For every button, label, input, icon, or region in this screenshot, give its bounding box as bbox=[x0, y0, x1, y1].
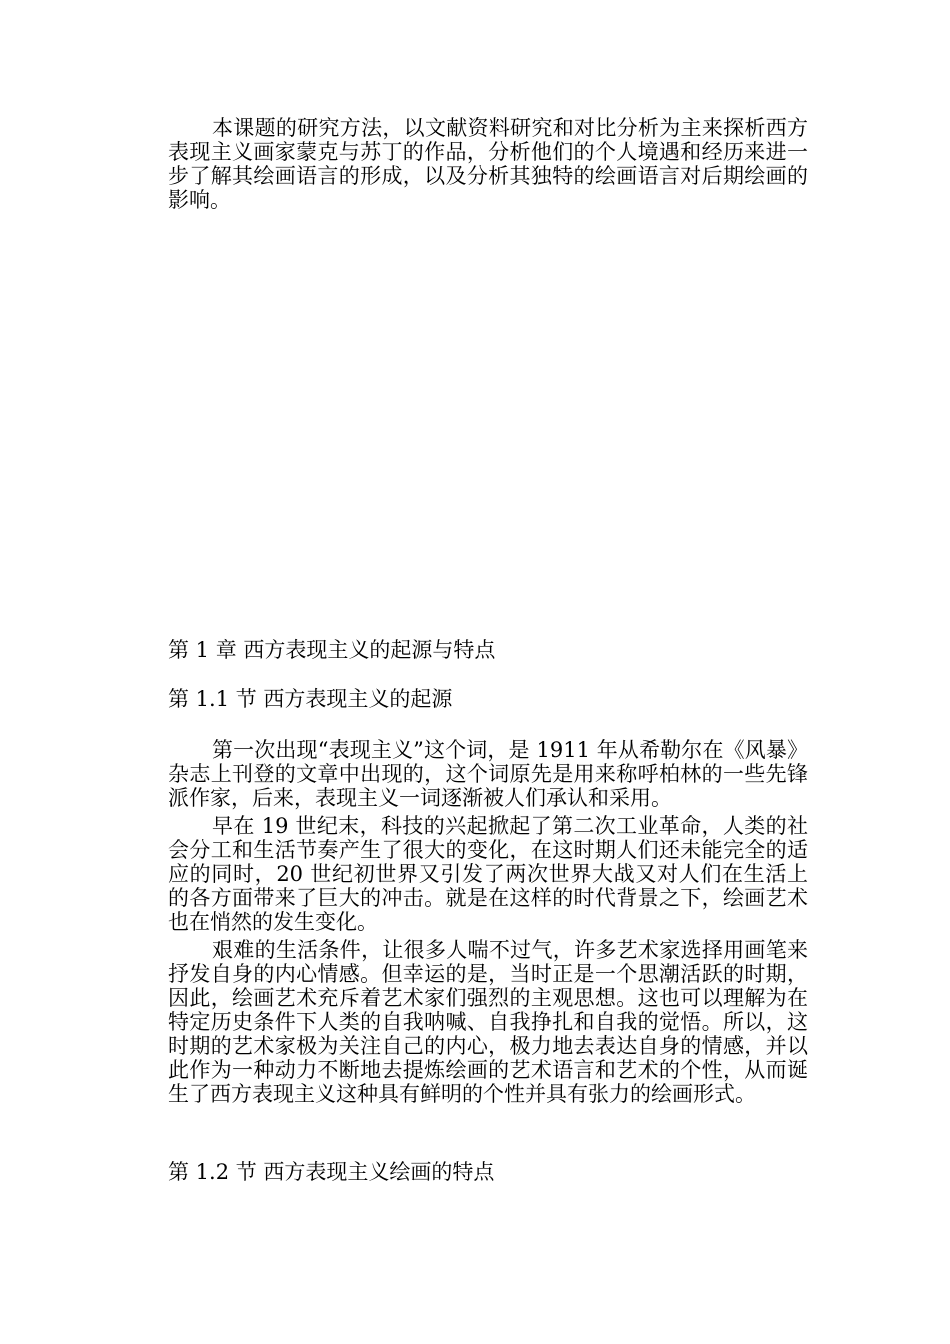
section-1-1-paragraph-1: 第一次出现“表现主义”这个词，是 1911 年从希勒尔在《风暴》杂志上刊登的文章中出现的，这个词原先是用来称呼柏林的一些先锋派作家，后来，表现主义一词逐渐被人们承认和采用。 bbox=[168, 738, 808, 810]
section-1-1-paragraph-2: 早在 19 世纪末，科技的兴起掀起了第二次工业革命，人类的社会分工和生活节奏产生了很大的变化，在这时期人们还未能完全的适应的同时，20 世纪初世界又引发了两次世界大战又对人们在生活上的各方面带来了巨大的冲击。就是在这样的时代背景之下，绘画艺术也在悄然的发生变化。 bbox=[168, 814, 808, 934]
section-1-1-heading: 第 1.1 节 西方表现主义的起源 bbox=[168, 687, 453, 711]
intro-paragraph: 本课题的研究方法，以文献资料研究和对比分析为主来探析西方表现主义画家蒙克与苏丁的作品，分析他们的个人境遇和经历来进一步了解其绘画语言的形成，以及分析其独特的绘画语言对后期绘画的影响。 bbox=[168, 116, 808, 212]
chapter-1-heading: 第 1 章 西方表现主义的起源与特点 bbox=[168, 638, 496, 662]
section-1-2-heading: 第 1.2 节 西方表现主义绘画的特点 bbox=[168, 1160, 495, 1184]
section-1-1-paragraph-3: 艰难的生活条件，让很多人喘不过气，许多艺术家选择用画笔来抒发自身的内心情感。但幸运的是，当时正是一个思潮活跃的时期，因此，绘画艺术充斥着艺术家们强烈的主观思想。这也可以理解为在特定历史条件下人类的自我呐喊、自我挣扎和自我的觉悟。所以，这时期的艺术家极为关注自己的内心，极力地去表达自身的情感，并以此作为一种动力不断地去提炼绘画的艺术语言和艺术的个性，从而诞生了西方表现主义这种具有鲜明的个性并具有张力的绘画形式。 bbox=[168, 938, 808, 1106]
